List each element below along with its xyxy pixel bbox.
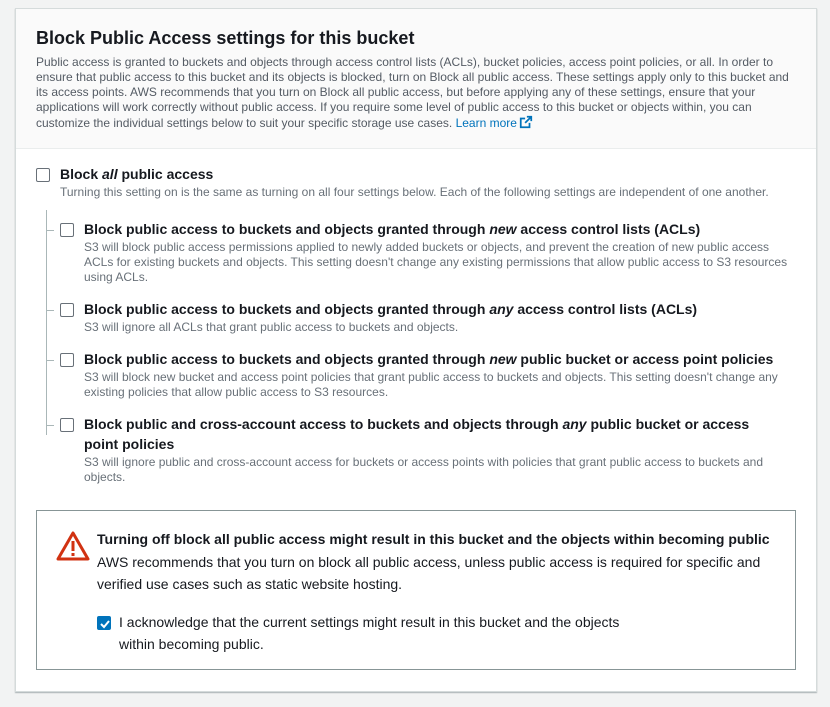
option-label-pre: Block public and cross-account access to buckets and objects through [84,416,563,432]
block-all-label-post: public access [117,166,214,182]
option-any-acls-checkbox[interactable] [60,303,74,317]
learn-more-label: Learn more [455,116,517,130]
option-new-acls-description: S3 will block public access permissions applied to newly added buckets or objects, and prevent the creation of new public access ACLs for existing buckets and objects. This setting doesn't change any existing permissions that allow public access to S3 resources using ACLs. [84,240,788,284]
option-new-acls-checkbox[interactable] [60,223,74,237]
panel-header [16,9,816,149]
option-any-acls-description: S3 will ignore all ACLs that grant public access to buckets and objects. [84,320,459,334]
block-all-label-em: all [102,166,118,182]
option-new-acls-label[interactable] [84,219,794,239]
block-all-label-pre: Block [60,166,103,182]
alert-title: Turning off block all public access might result in this bucket and the objects within becoming public [97,531,770,547]
option-new-policies-description: S3 will block new bucket and access point policies that grant public access to buckets and objects. This setting doesn't change any existing policies that allow public access to S3 resources. [84,370,778,399]
acknowledge-label[interactable]: I acknowledge that the current settings might result in this bucket and the objects within becoming public. [119,614,620,652]
block-all-description: Turning this setting on is the same as turning on all four settings below. Each of the following settings are independent of one another. [60,185,769,199]
panel-description [36,55,796,131]
warning-icon [56,530,90,562]
option-any-policies-description: S3 will ignore public and cross-account access for buckets or access points with policies that grant public access to buckets and objects. [84,455,764,484]
option-label-em: any [562,416,587,432]
option-new-policies-label[interactable] [84,349,794,369]
option-label-post: public bucket or access point policies [84,416,750,452]
panel-title: Block Public Access settings for this bucket [36,28,415,48]
learn-more-link[interactable] [456,116,533,130]
tree-branch [46,425,54,426]
acknowledge-checkbox[interactable] [97,616,111,630]
tree-branch [46,230,54,231]
alert-body: AWS recommends that you turn on block all public access, unless public access is required for specific and verified use cases such as static website hosting. [97,554,761,592]
option-any-policies-label[interactable] [84,414,784,454]
tree-branch [46,310,54,311]
block-public-access-panel [15,8,817,692]
option-label-pre: Block public access to buckets and objects granted through [84,301,490,317]
option-label-post: access control lists (ACLs) [513,301,698,317]
description-text: Public access is granted to buckets and objects through access control lists (ACLs), bucket policies, access point policies, or all. In order to ensure that public access to this bucket and its objects is blocked, turn on Block all public access. These settings apply only to this bucket and its access points. AWS recommends that you turn on Block all public access, but before applying any of these settings, ensure that your applications will work correctly without public access. If you require some level of public access to this bucket or objects within, you can customize the individual settings below to suit your specific storage use cases. [36,55,789,130]
block-all-checkbox[interactable] [36,168,50,182]
option-label-pre: Block public access to buckets and objects granted through [84,351,490,367]
option-label-em: new [489,221,517,237]
tree-branch [46,360,54,361]
public-access-warning-alert [36,510,796,670]
option-new-policies-checkbox[interactable] [60,353,74,367]
option-label-post: public bucket or access point policies [516,351,774,367]
tree-connector [46,210,47,435]
option-any-policies-checkbox[interactable] [60,418,74,432]
block-all-label[interactable] [60,164,213,184]
option-any-acls-label[interactable] [84,299,794,319]
option-label-post: access control lists (ACLs) [516,221,701,237]
option-label-em: any [489,301,514,317]
checkmark-icon [99,618,111,630]
option-label-pre: Block public access to buckets and objects granted through [84,221,490,237]
option-label-em: new [489,351,517,367]
external-link-icon [519,115,533,129]
